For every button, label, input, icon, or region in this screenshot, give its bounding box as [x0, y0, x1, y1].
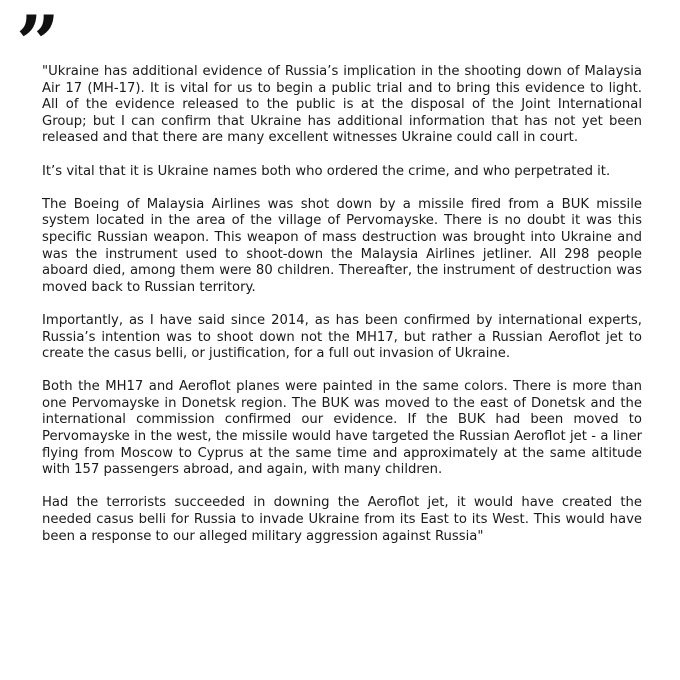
paragraph: Had the terrorists succeeded in downing the Aeroflot jet, it would have created the needed casus belli for Russia to invade Ukraine from its East to its West. This would have been a response to our alleged military aggression against Russia" [42, 495, 642, 544]
quotation-mark-icon: ” [16, 0, 54, 88]
paragraph: It’s vital that it is Ukraine names both who ordered the crime, and who perpetrated it. [42, 163, 611, 179]
paragraph: Importantly, as I have said since 2014, as has been confirmed by international experts, Russia’s intention was to shoot down not the MH17, but rather a Russian Aeroflot jet to create the casus belli, or justification, for a full out invasion of Ukraine. [42, 312, 642, 362]
paragraph: Both the MH17 and Aeroflot planes were painted in the same colors. There is more than one Pervomayske in Donetsk region. The BUK was moved to the east of Donetsk and the international commission confirmed our evidence. If the BUK had been moved to Pervomayske in the west, the missile would have targeted the Russian Aeroflot jet - a liner flying from Moscow to Cyprus at the same time and approximately at the same altitude with 157 passengers abroad, and again, with many children. [42, 379, 642, 478]
paragraph: The Boeing of Malaysia Airlines was shot down by a missile fired from a BUK missile system located in the area of the village of Pervomayske. There is no doubt it was this specific Russian weapon. This weapon of mass destruction was brought into Ukraine and was the instrument used to shoot-down the Malaysia Airlines jetliner. All 298 people aboard died, among them were 80 children. Thereafter, the instrument of destruction was moved back to Russian territory. [42, 196, 642, 295]
paragraph: "Ukraine has additional evidence of Russia’s implication in the shooting down of Malaysia Air 17 (MH-17). It is vital for us to begin a public trial and to bring this evidence to light. All of the evidence released to the public is at the disposal of the Joint International Group; but I can confirm that Ukraine has additional information that has not yet been released and that there are many excellent witnesses Ukraine could call in court. [42, 64, 642, 146]
quote-body [42, 64, 642, 545]
